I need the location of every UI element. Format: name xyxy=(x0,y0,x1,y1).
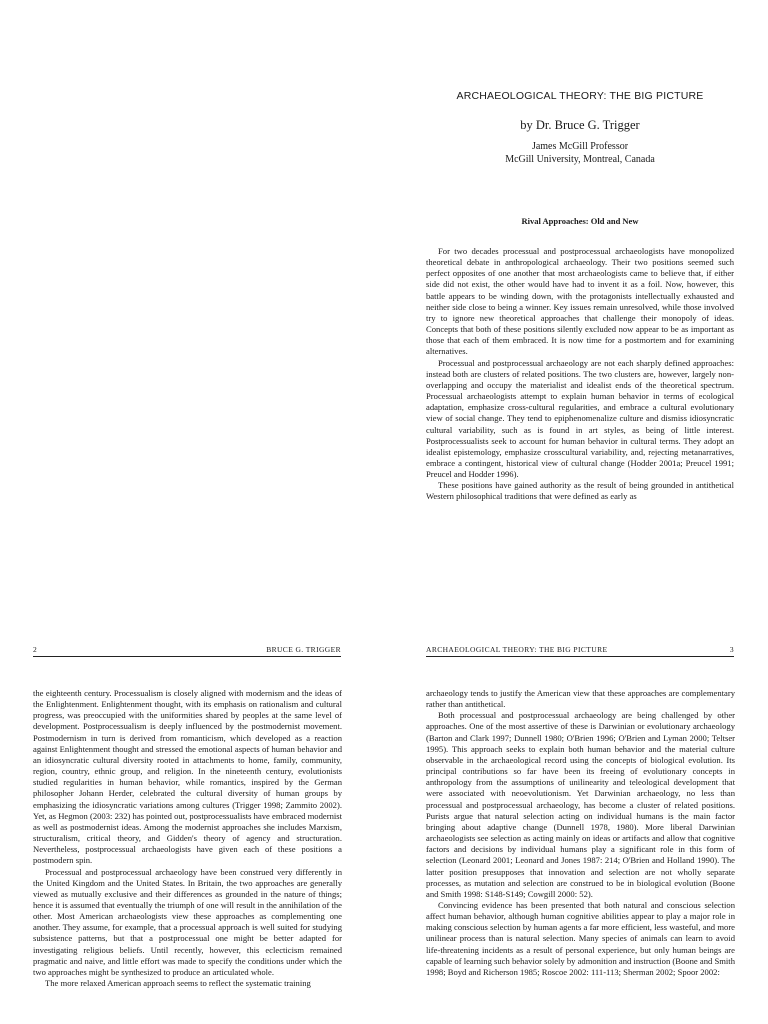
paragraph: Both processual and postprocessual archaeology are being challenged by other approaches. One of the most assertive of these is Darwinian or evolutionary archaeology (Barton and Clark 1997; Dunnell 1980; O'Brien 1996; O'Brien and Lyman 2000; Teltser 1995). This approach seeks to explain both human behavior and the material culture observable in the archaeological record using the concepts of biological evolution. Its principal contributions so far have been its freeing of evolutionary concepts in anthropology from the assumptions of unilinearity and teleological development that were associated with neoevolutionism. Yet Darwinian archaeology, no less than processual and postprocessual archaeology, has become a cluster of related positions. Purists argue that natural selection acting on individual humans is the main factor bringing about adaptive change (Dunnell 1978, 1980). More liberal Darwinian archaeologists see selection as acting mainly on ideas or artifacts and allow that cognitive factors and decisions by individual humans play a significant role in this form of selection (Leonard 2001; Leonard and Jones 1987: 214; O'Brien and Holland 1990). The latter position presupposes that innovation and selection are not wholly separate processes, as mutation and selection are construed to be in biological evolution (Boone and Smith 1998: S148-S149; Cowgill 2000: 52). xyxy=(426,710,735,899)
author-affiliation xyxy=(424,140,736,166)
paragraph: Processual and postprocessual archaeology have been construed very differently in the United Kingdom and the United States. In Britain, the two approaches are generally viewed as mutually exclusive and their differences as grounded in the nature of things; hence it is assumed that eventually the triumph of one will result in the annihilation of the other. Most American archaeologists view these approaches as complementing one another. They assume, for example, that a processual approach is well suited for studying subsistence patterns, but that a postprocessual one might be better adapted for investigating religious beliefs. Until recently, however, this eclecticism remained pragmatic and naive, and little effort was made to specify the conditions under which the two approaches might be synthesized to produce an articulated whole. xyxy=(33,866,342,977)
running-head-text: ARCHAEOLOGICAL THEORY: THE BIG PICTURE xyxy=(426,645,608,654)
header-rule xyxy=(33,656,341,657)
paragraph: Processual and postprocessual archaeology are not each sharply defined approaches: instead both are clusters of related positions. The two clusters are, however, largely non-overlapping and occupy the materialist and idealist ends of the theoretical spectrum. Processual archaeologists attempt to explain human behavior in terms of ecological adaptation, emphasize cross-cultural regularities, and embrace a cultural evolutionary view of social change. They tend to epiphenomenalize culture and dismiss idiosyncratic cultural variability, such as is found in art styles, as being of little interest. Postprocessualists seek to account for human behavior in cultural terms. They adopt an idealist epistemology, emphasize crosscultural variability, and, rejecting metanarratives, embrace a contingent, historical view of cultural change (Hodder 2001a; Preucel 1991; Preucel and Hodder 1996). xyxy=(426,357,734,480)
page-left-column xyxy=(33,688,342,1024)
article-title: ARCHAEOLOGICAL THEORY: THE BIG PICTURE xyxy=(456,90,704,102)
page-number: 2 xyxy=(33,645,38,654)
page-number: 3 xyxy=(729,645,734,654)
paragraph: For two decades processual and postprocessual archaeologists have monopolized theoretical debate in anthropological archaeology. Their two positions seemed such perfect opposites of one another that most archaeologists came to believe that, if either side did not exist, the other would have had to invent it as a foil. Now, however, this battle appears to be winding down, with the protagonists intellectually exhausted and neither side close to being a winner. Key issues remain unresolved, while those involved try to ignore new theoretical approaches that challenge their monopoly of ideas. Concepts that both of these positions silently excluded now appear to be as important as those that each of them embraced. It is now time for a postmortem and for examining alternatives. xyxy=(426,246,734,357)
section-heading: Rival Approaches: Old and New xyxy=(521,216,639,226)
running-head-text: BRUCE G. TRIGGER xyxy=(266,645,341,654)
author-byline: by Dr. Bruce G. Trigger xyxy=(520,118,640,132)
affiliation-position: James McGill Professor xyxy=(531,141,629,152)
paragraph: Convincing evidence has been presented that both natural and conscious selection affect human behavior, although human cognitive abilities appear to play a major role in making conscious selection by human agents a far more efficient, less wasteful, and more unilinear process than is natural selection. Many species of animals can learn to avoid life-threatening incidents as a result of personal experience, but only human beings are capable of learning such behavior solely by admonition and instruction (Boone and Smith 1998; Boyd and Richerson 1985; Roscoe 2002: 111-113; Sherman 2002; Spoor 2002: xyxy=(426,899,735,977)
paragraph: archaeology tends to justify the American view that these approaches are complementary rather than antithetical. xyxy=(426,688,735,710)
header-rule xyxy=(426,656,734,657)
paragraph: These positions have gained authority as the result of being grounded in antithetical Western philosophical traditions that were defined as early as xyxy=(426,480,734,502)
paragraph: the eighteenth century. Processualism is closely aligned with modernism and the ideas of the Enlightenment. Enlightenment thought, with its emphasis on rationalism and cultural progress, was preoccupied with the uniformities shared by peoples at the same level of development. Postprocessualism is deeply influenced by the postmodernist movement. Postmodernism in turn is derived from romanticism, which developed as a reaction against Enlightenment thought and stressed the emotional aspects of human behavior and an idiosyncratic cultural diversity rooted in attachments to home, family, community, region, country, ethnic group, and religion. In the nineteenth century, evolutionists studied regularities in human behavior, while romantics, inspired by the German philosopher Johann Herder, celebrated the cultural diversity of human groups by emphasizing the idiosyncratic variations among cultures (Trigger 1998; Zammito 2002). Yet, as Hegmon (2003: 232) has pointed out, postprocessualists have embraced modernist as well as postmodernist ideas. Among the modernist approaches she includes Marxism, structuralism, critical theory, and Gidden's theory of agency and structuration. Nevertheless, postprocessual archaeologists have given each of these positions a postmodern spin. xyxy=(33,688,342,866)
affiliation-institution: McGill University, Montreal, Canada xyxy=(505,154,655,165)
intro-column xyxy=(426,246,734,542)
paragraph: The more relaxed American approach seems to reflect the systematic training xyxy=(45,978,311,989)
page-right-column xyxy=(426,688,735,1024)
